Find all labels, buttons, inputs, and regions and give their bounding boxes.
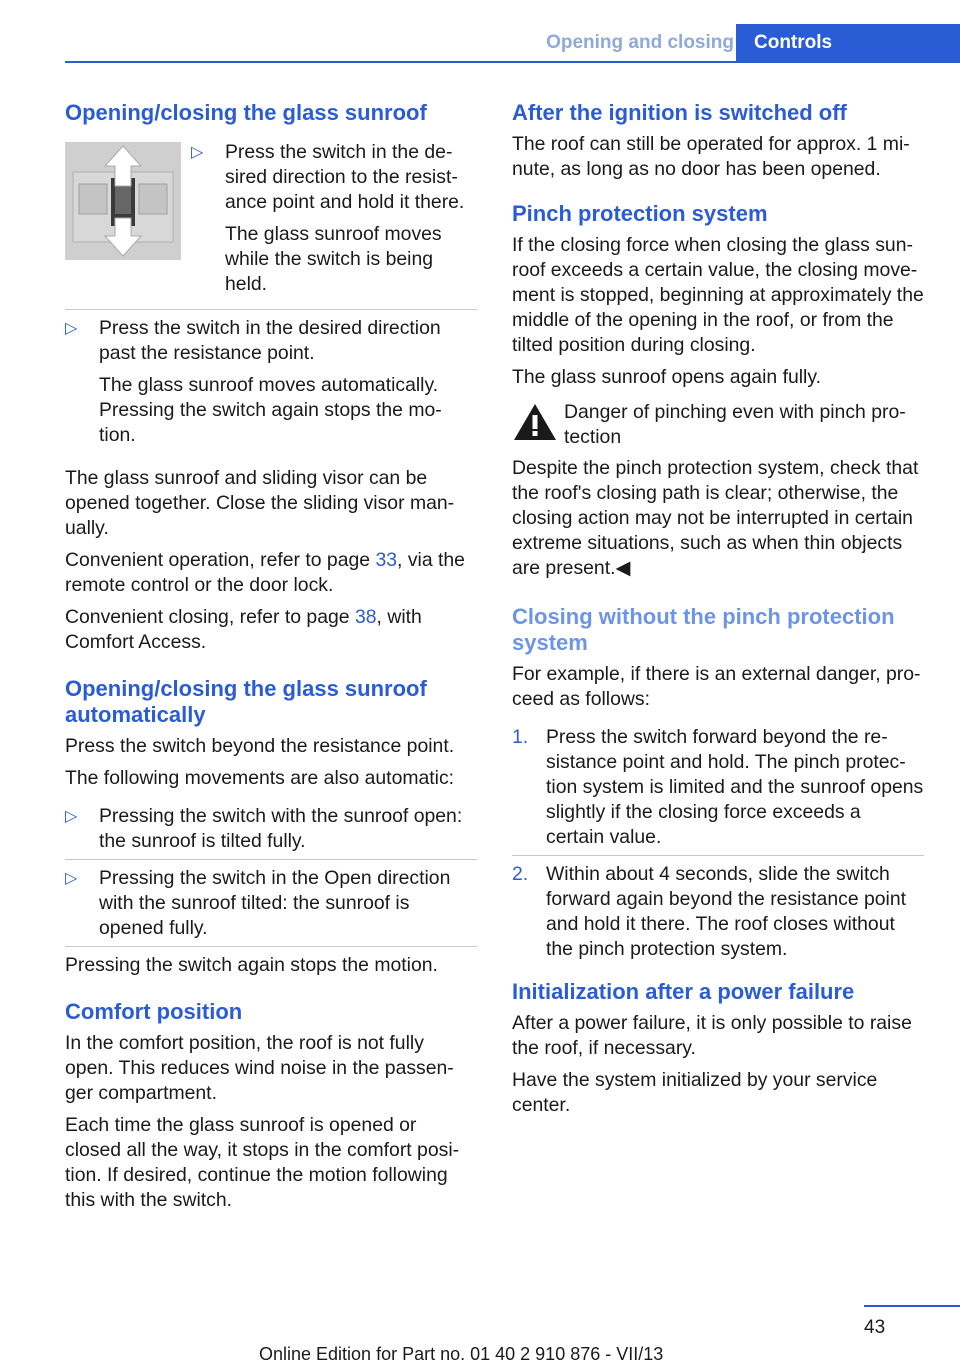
header-section-title: Opening and closing — [546, 32, 734, 53]
page-link-38[interactable]: 38 — [354, 606, 377, 628]
warning-box — [512, 400, 924, 450]
bullet-list-auto — [65, 309, 477, 460]
page-number: 43 — [864, 1317, 886, 1338]
right-column — [512, 100, 924, 1125]
paragraph: Each time the glass sunroof is opened or closed all the way, it stops in the comfort posi-tion. If desired, continue the motion following this with the switch. — [65, 1114, 460, 1211]
page-link-33[interactable]: 33 — [375, 549, 398, 571]
edition-note: Online Edition for Part no. 01 40 2 910 876 - VII/13 — [259, 1344, 664, 1364]
heading-automatic: Opening/closing the glass sunroof automatically — [65, 676, 427, 727]
paragraph: Convenient closing, refer to page 38, with Comfort Access. — [65, 606, 422, 653]
paragraph: Press the switch beyond the resistance point. — [65, 735, 455, 757]
sunroof-switch-figure — [65, 142, 181, 260]
heading-opening-closing: Opening/closing the glass sunroof — [65, 100, 427, 125]
paragraph: If the closing force when closing the glass sun-roof exceeds a certain value, the closing move-ment is stopped, beginning at approximately the middle of the opening in the roof, or from the tilted position during closing. — [512, 234, 924, 356]
list-item: 1. Press the switch forward beyond the re-sistance point and hold. The pinch protec-tion system is limited and the sunroof opens slightly if the closing force exceeds a certain value. — [512, 726, 924, 848]
footer-rule — [864, 1305, 960, 1307]
heading-closing-without-pinch: Closing without the pinch protection system — [512, 604, 895, 655]
list-item: ▷ Pressing the switch in the Open direction with the sunroof tilted: the sunroof is opened fully. — [65, 859, 477, 946]
paragraph: The roof can still be operated for approx. 1 mi-nute, as long as no door has been opened. — [512, 133, 910, 180]
list-item: ▷ Press the switch in the desired direction past the resistance point. The glass sunroof moves automatically. Pressing the switch again stops the mo-tion. — [65, 309, 477, 460]
paragraph: The glass sunroof opens again fully. — [512, 366, 821, 388]
heading-comfort-position: Comfort position — [65, 999, 243, 1024]
header-tab-controls: Controls — [736, 24, 960, 62]
warning-body: Despite the pinch protection system, check that the roof's closing path is clear; otherwise, the closing action may not be interrupted in certain extreme situations, such as when thin objects are present.◀ — [512, 457, 919, 579]
paragraph: After a power failure, it is only possible to raise the roof, if necessary. — [512, 1012, 912, 1059]
paragraph: Convenient operation, refer to page 33, via the remote control or the door lock. — [65, 549, 465, 596]
paragraph: The glass sunroof and sliding visor can be opened together. Close the sliding visor man-ually. — [65, 467, 455, 539]
heading-pinch-protection: Pinch protection system — [512, 201, 768, 226]
warning-icon — [512, 402, 558, 442]
paragraph: The following movements are also automatic: — [65, 767, 455, 789]
left-column — [65, 100, 477, 1220]
list-item: ▷ Press the switch in the de-sired direction to the resist-ance point and hold it there. The glass sunroof moves while the switch is being held. — [191, 140, 477, 309]
paragraph: Have the system initialized by your service center. — [512, 1069, 878, 1116]
paragraph: Pressing the switch again stops the motion. — [65, 946, 477, 978]
heading-initialization: Initialization after a power failure — [512, 979, 855, 1004]
numbered-steps — [512, 719, 924, 967]
paragraph: In the comfort position, the roof is not fully open. This reduces wind noise in the passen-ger compartment. — [65, 1032, 454, 1104]
header-rule — [65, 61, 960, 63]
list-item: 2. Within about 4 seconds, slide the switch forward again beyond the resistance point and hold it there. The roof closes without the pinch protection system. — [512, 855, 924, 967]
list-item: ▷ Pressing the switch with the sunroof open: the sunroof is tilted fully. — [65, 798, 477, 859]
paragraph: For example, if there is an external danger, pro-ceed as follows: — [512, 663, 921, 710]
warning-title: Danger of pinching even with pinch pro-tection — [564, 401, 906, 448]
heading-ignition-off: After the ignition is switched off — [512, 100, 847, 125]
bullet-list-manual — [191, 140, 477, 309]
bullet-list-movements — [65, 798, 477, 946]
